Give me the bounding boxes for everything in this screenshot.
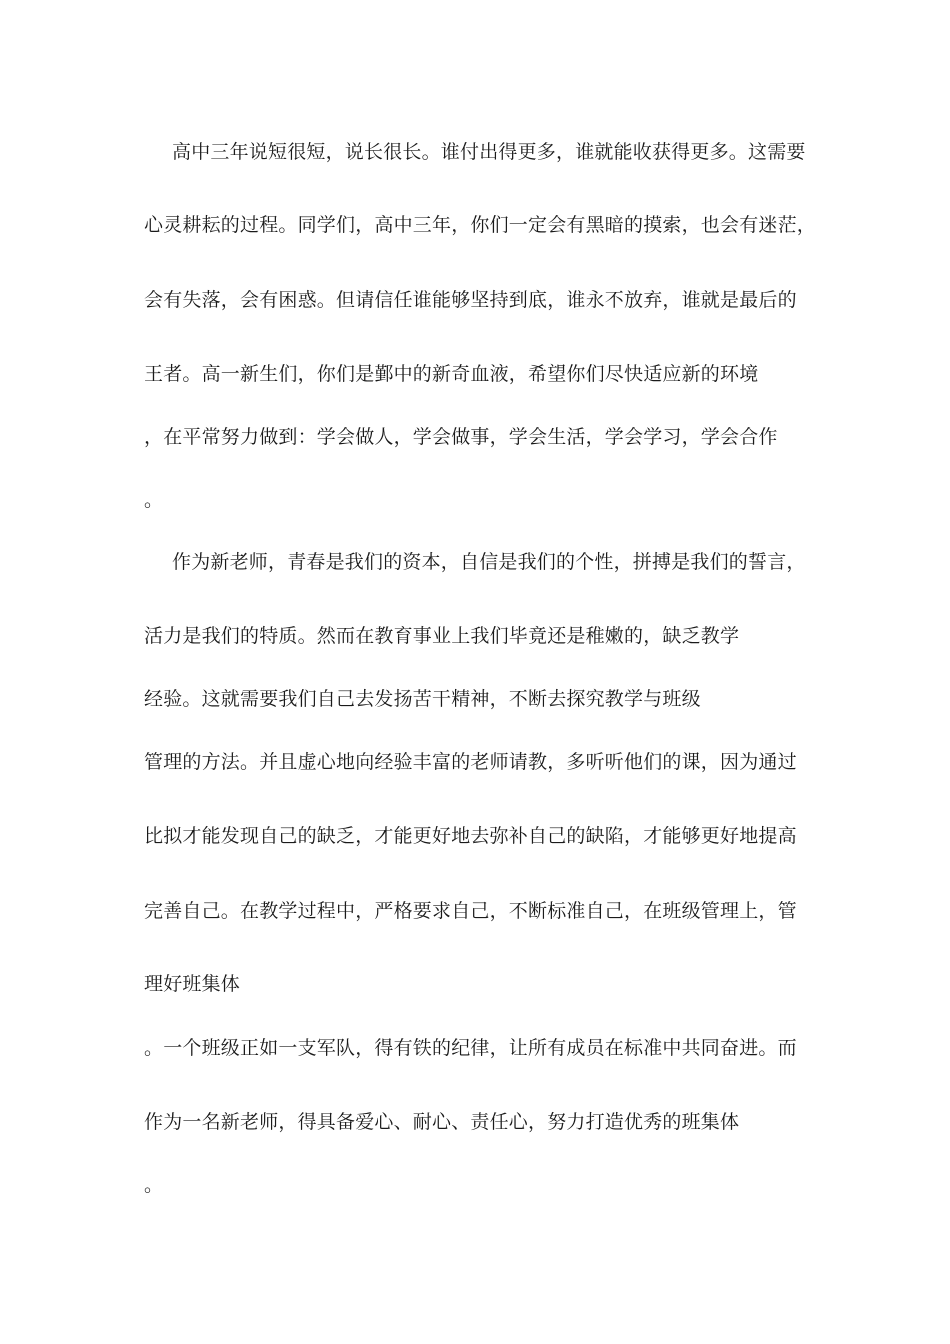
paragraph-2-line-10: 。 (144, 1174, 164, 1196)
paragraph-2-line-9: 作为一名新老师，得具备爱心、耐心、责任心，努力打造优秀的班集体 (144, 1111, 740, 1133)
paragraph-2-line-4: 管理的方法。并且虚心地向经验丰富的老师请教，多听听他们的课，因为通过 (144, 751, 797, 773)
paragraph-1-line-6: 。 (144, 489, 164, 511)
paragraph-2-line-7: 理好班集体 (144, 973, 241, 995)
paragraph-2-line-1: 作为新老师，青春是我们的资本，自信是我们的个性，拼搏是我们的誓言， (172, 551, 806, 573)
paragraph-1-line-3: 会有失落，会有困惑。但请信任谁能够坚持到底，谁永不放弃，谁就是最后的 (144, 289, 797, 311)
paragraph-1-line-4: 王者。高一新生们，你们是鄞中的新奇血液，希望你们尽快适应新的环境 (144, 363, 759, 385)
paragraph-1-line-5: ，在平常努力做到：学会做人，学会做事，学会生活，学会学习，学会合作 (144, 426, 778, 448)
paragraph-2-line-5: 比拟才能发现自己的缺乏，才能更好地去弥补自己的缺陷，才能够更好地提高 (144, 825, 797, 847)
paragraph-2-line-3: 经验。这就需要我们自己去发扬苦干精神，不断去探究教学与班级 (144, 688, 701, 710)
paragraph-1-line-1: 高中三年说短很短，说长很长。谁付出得更多，谁就能收获得更多。这需要 (172, 141, 806, 163)
paragraph-1-line-2: 心灵耕耘的过程。同学们，高中三年，你们一定会有黑暗的摸索，也会有迷茫， (144, 214, 817, 236)
paragraph-2-line-2: 活力是我们的特质。然而在教育事业上我们毕竟还是稚嫩的，缺乏教学 (144, 625, 740, 647)
paragraph-2-line-6: 完善自己。在教学过程中，严格要求自己，不断标准自己，在班级管理上，管 (144, 900, 797, 922)
paragraph-2-line-8: 。一个班级正如一支军队，得有铁的纪律，让所有成员在标准中共同奋进。而 (144, 1037, 797, 1059)
